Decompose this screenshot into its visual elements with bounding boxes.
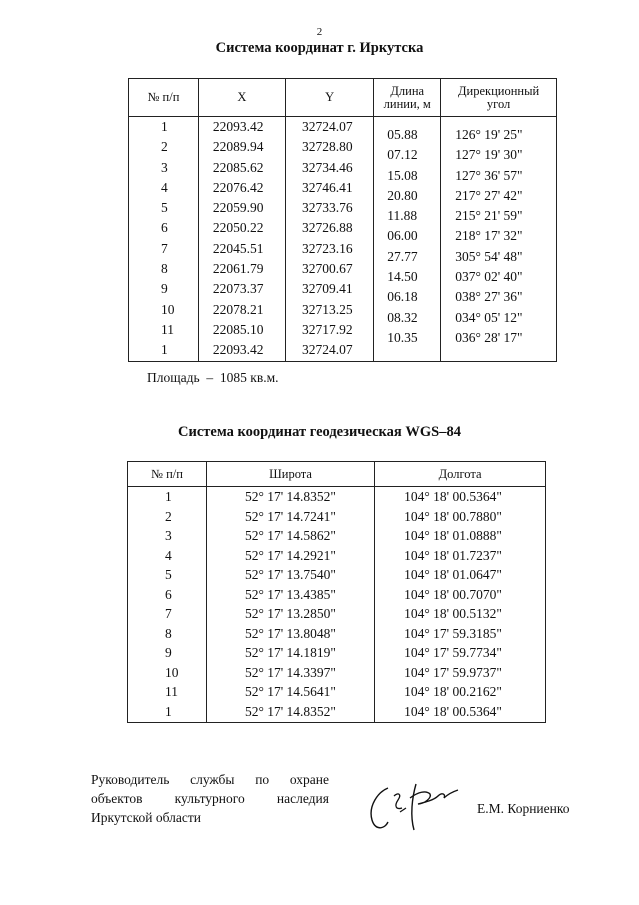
table-cell: 4 [165,547,172,563]
table-cell: 104° 18' 00.2162" [404,684,502,699]
table-cell: 52° 17' 14.8352" [244,703,336,719]
table-cell: 8 [161,261,168,277]
table-cell: 22089.94 [212,139,264,155]
table-cell: 14.50 [387,269,418,285]
table-cell: 32726.88 [302,220,353,236]
table-cell: 127° 36' 57" [455,167,523,183]
table-cell: 034° 05' 12" [455,309,523,325]
header-length [374,79,441,117]
num-column [129,117,199,362]
table-cell: 22050.22 [212,220,264,236]
table-cell: 52° 17' 14.3397" [244,664,336,680]
signature-image [360,778,470,836]
table-cell: 22045.51 [212,240,264,256]
table-cell: 104° 17' 59.9737" [404,664,502,680]
table-cell: 126° 19' 25" [455,127,523,142]
table-cell: 9 [165,645,172,660]
length-column [374,117,441,362]
table-cell: 52° 17' 14.8352" [244,489,336,504]
wgs-title: Система координат геодезическая WGS–84 [178,424,461,440]
table-cell: 104° 18' 01.0647" [404,567,502,582]
table-cell: 2 [165,508,172,524]
table-cell: 32709.41 [302,281,353,297]
table-cell: 52° 17' 14.5862" [244,528,336,543]
table-cell: 52° 17' 13.7540" [244,567,336,582]
area-text: Площадь – 1085 кв.м. [147,370,279,385]
position-line: объектов культурного наследия [91,791,329,806]
y-column [286,117,374,362]
table-cell: 9 [161,281,168,297]
table-cell: 5 [161,200,168,216]
header-latitude: Широта [206,462,374,487]
table-cell: 52° 17' 14.1819" [244,645,336,660]
table-cell: 1 [161,119,168,134]
table-cell: 104° 17' 59.3185" [404,625,502,641]
table-cell: 218° 17' 32" [455,228,523,244]
latitude-column [206,487,374,723]
table-cell: 127° 19' 30" [455,147,523,163]
header-length-line2: линии, м [383,96,431,111]
table-cell: 10 [165,664,179,680]
table-cell: 1 [165,489,172,504]
table-cell: 104° 18' 01.0888" [404,528,502,543]
table-cell: 52° 17' 13.8048" [244,625,336,641]
table-cell: 10 [161,301,175,317]
table-cell: 6 [165,586,172,602]
table-cell: 15.08 [387,167,418,183]
table-cell: 22093.42 [212,342,264,358]
header-y: Y [286,79,374,117]
table-cell: 06.18 [387,289,418,305]
table-cell: 2 [161,139,168,155]
longitude-column [375,487,546,723]
irkutsk-title: Система координат г. Иркутска [215,40,424,56]
table-cell: 07.12 [387,147,418,163]
table-body-row [129,117,557,362]
table-cell: 8 [165,625,172,641]
signer-position [91,770,329,827]
table-cell: 104° 18' 01.7237" [404,547,502,563]
table-body-row [128,487,546,723]
table-cell: 038° 27' 36" [455,289,523,305]
table-cell: 32728.80 [302,139,353,155]
table-cell: 6 [161,220,168,236]
table-cell: 32734.46 [302,159,353,175]
table-cell: 06.00 [387,228,418,244]
table-cell: 32713.25 [302,301,353,317]
header-num: № п/п [128,462,207,487]
position-line: Руководитель службы по охране [91,772,329,787]
x-column [198,117,285,362]
table-cell: 22061.79 [212,261,264,277]
table-cell: 4 [161,179,168,195]
table-cell: 32733.76 [302,200,353,216]
table-cell: 3 [165,528,172,543]
table-cell: 10.35 [387,329,418,345]
table-cell: 22093.42 [212,119,264,134]
table-cell: 3 [161,159,168,175]
table-cell: 52° 17' 13.2850" [244,606,336,621]
table-cell: 52° 17' 13.4385" [244,586,336,602]
table-cell: 32723.16 [302,240,353,256]
table-cell: 104° 18' 00.5364" [404,489,502,504]
table-cell: 22073.37 [212,281,264,297]
table-cell: 104° 18' 00.5364" [404,703,502,719]
header-length-line1: Длина [390,83,425,98]
header-x: X [198,79,285,117]
table-cell: 104° 18' 00.7070" [404,586,502,602]
table-cell: 104° 17' 59.7734" [404,645,502,660]
table-cell: 11 [161,321,174,337]
table-cell: 32724.07 [302,119,353,134]
header-longitude: Долгота [375,462,546,487]
signer-name: Е.М. Корниенко [477,801,570,816]
table-cell: 52° 17' 14.5641" [244,684,336,699]
num-column [128,487,207,723]
table-header-row [129,79,557,117]
table-cell: 104° 18' 00.5132" [404,606,502,621]
table-cell: 305° 54' 48" [455,248,523,264]
table-cell: 52° 17' 14.2921" [244,547,336,563]
table-cell: 1 [161,342,168,358]
header-angle-line2: угол [486,96,511,111]
irkutsk-coordinates-table [128,78,557,362]
table-cell: 32724.07 [302,342,353,358]
table-cell: 52° 17' 14.7241" [244,508,336,524]
table-cell: 22076.42 [212,179,264,195]
table-cell: 5 [165,567,172,582]
table-cell: 7 [161,240,168,256]
table-cell: 7 [165,606,172,621]
table-cell: 22059.90 [212,200,264,216]
table-cell: 22085.62 [212,159,264,175]
table-cell: 11 [165,684,178,699]
table-cell: 08.32 [387,309,418,325]
table-cell: 104° 18' 00.7880" [404,508,502,524]
table-cell: 27.77 [387,248,418,264]
table-cell: 22085.10 [212,321,264,337]
page-number: 2 [316,26,323,38]
angle-column [441,117,557,362]
table-cell: 215° 21' 59" [455,208,523,224]
table-cell: 11.88 [387,208,418,224]
position-line: Иркутской области [91,810,202,825]
table-cell: 32746.41 [302,179,353,195]
table-cell: 217° 27' 42" [455,187,523,203]
table-cell: 32700.67 [302,261,353,277]
table-cell: 1 [165,703,172,719]
header-angle [441,79,557,117]
table-header-row [128,462,546,487]
table-cell: 32717.92 [302,321,353,337]
header-angle-line1: Дирекционный [458,83,540,98]
wgs-coordinates-table [127,461,546,723]
table-cell: 22078.21 [212,301,264,317]
table-cell: 20.80 [387,187,418,203]
table-cell: 05.88 [387,127,418,142]
table-cell: 036° 28' 17" [455,329,523,345]
table-cell: 037° 02' 40" [455,269,523,285]
header-num: № п/п [129,79,199,117]
